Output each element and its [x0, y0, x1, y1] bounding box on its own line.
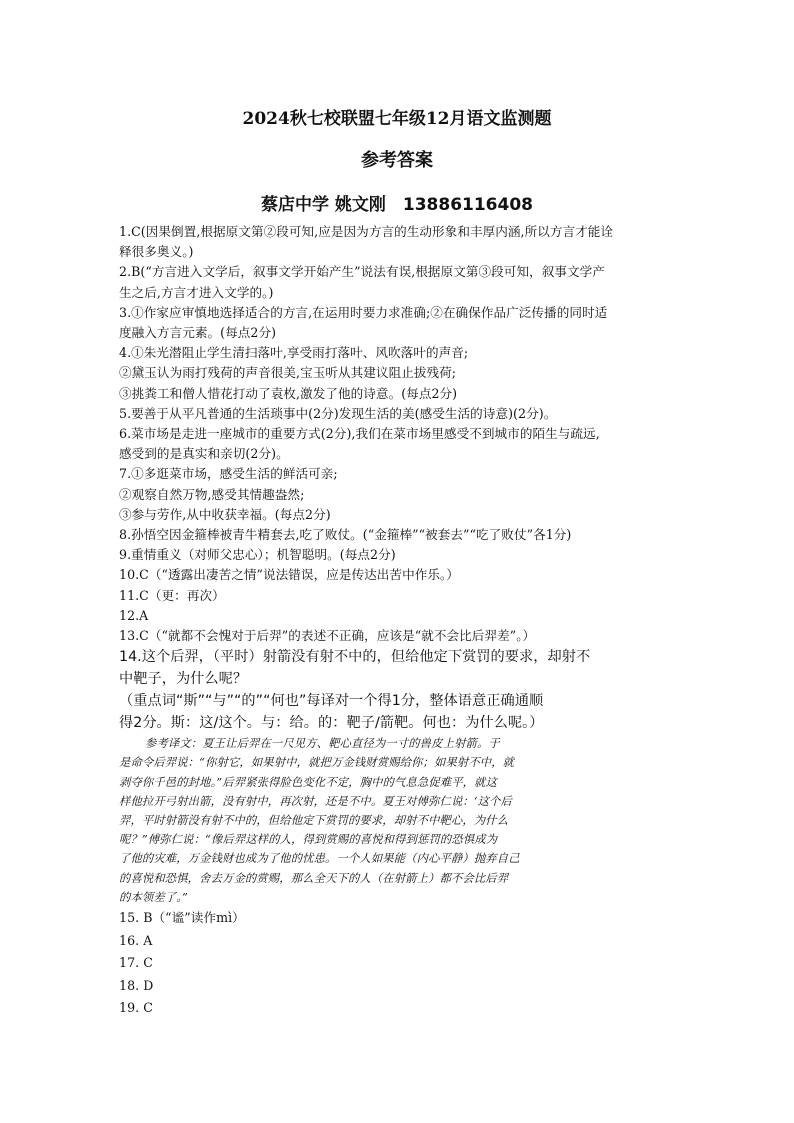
translation-line-1: 参考译文：夏王让后羿在一尺见方、靶心直径为一寸的兽皮上射箭。于: [145, 737, 500, 751]
translation-line-3: 剥夺你千邑的封地。”后羿紧张得脸色变化不定，胸中的气息急促难平，就这: [119, 775, 498, 789]
translation-line-8: 的喜悦和恐惧，舍去万金的赏赐，那么全天下的人（在射箭上）都不会比后羿: [119, 871, 509, 885]
translation-line-5: 羿，平时射箭没有射不中的，但给他定下赏罚的要求，却射不中靶心，为什么: [119, 814, 509, 828]
answer-15: 15. B（“谧”读作mì）: [119, 910, 245, 926]
answer-2-line-2: 生之后,方言才进入文学的。): [119, 284, 274, 300]
answer-3-line-1: 3.①作家应审慎地选择适合的方言,在运用时要力求准确;②在确保作品广泛传播的同时适: [119, 304, 608, 320]
answer-9: 9.重情重义（对师父忠心）；机智聪明。(每点2分): [119, 547, 396, 563]
answer-1-line-1: 1.C(因果倒置,根据原文第②段可知,应是因为方言的生动形象和丰厚内涵,所以方言才能诠: [119, 224, 614, 239]
answer-17: 17. C: [119, 955, 153, 971]
answer-14-line-3: （重点词“斯”“与”“的”“何也”每译对一个得1分，整体语意正确通顺: [119, 693, 544, 710]
answer-7-line-3: ③参与劳作,从中收获幸福。(每点2分): [119, 506, 331, 522]
answer-body: [119, 222, 679, 1020]
answer-18: 18. D: [119, 977, 154, 993]
answer-11: 11.C（更：再次）: [119, 587, 225, 603]
answer-5: 5.要善于从平凡普通的生活琐事中(2分)发现生活的美(感受生活的诗意)(2分)。: [119, 405, 557, 421]
translation-line-2: 是命令后羿说：“你射它，如果射中，就把万金钱财赏赐给你；如果射不中，就: [119, 756, 515, 770]
answer-4-line-3: ③挑粪工和僧人惜花打动了袁枚,激发了他的诗意。(每点2分): [119, 385, 458, 401]
answer-14-line-2: 中靶子，为什么呢？: [119, 671, 248, 688]
answer-6-line-1: 6.菜市场是走进一座城市的重要方式(2分),我们在菜市场里感受不到城市的陌生与疏远,: [119, 426, 600, 442]
author-line: 蔡店中学 姚文刚 13886116408: [260, 195, 534, 215]
page-subtitle: 参考答案: [361, 150, 433, 171]
translation-line-4: 样他拉开弓射出箭，没有射中，再次射，还是不中。夏王对傅弥仁说：‘这个后: [119, 794, 512, 808]
answer-14-line-4: 得2分。斯：这/这个。与：给。的：靶子/箭靶。何也：为什么呢。）: [119, 715, 544, 732]
answer-19: 19. C: [119, 1000, 153, 1016]
answer-13: 13.C（“就都不会愧对于后羿”的表述不正确，应该是“就不会比后羿差”。）: [119, 628, 536, 644]
answer-6-line-2: 感受到的是真实和亲切(2分)。: [119, 446, 289, 462]
translation-line-9: 的本领差了。”: [119, 890, 188, 904]
answer-3-line-2: 度融入方言元素。(每点2分): [119, 325, 277, 341]
answer-4-line-2: ②黛玉认为雨打残荷的声音很美,宝玉听从其建议阻止拔残荷;: [119, 365, 457, 381]
answer-8: 8.孙悟空因金箍棒被青牛精套去,吃了败仗。(“金箍棒”“被套去”“吃了败仗”各1分): [119, 527, 572, 543]
answer-7-line-1: 7.①多逛菜市场，感受生活的鲜活可亲;: [119, 466, 338, 482]
translation-line-7: 了他的灾难，万金钱财也成为了他的忧患。一个人如果能（内心平静）抛弃自己: [119, 852, 520, 866]
answer-1-line-2: 释很多奥义。): [119, 244, 194, 260]
answer-4-line-1: 4.①朱光潜阻止学生清扫落叶,享受雨打落叶、风吹落叶的声音;: [119, 345, 469, 361]
answer-16: 16. A: [119, 932, 153, 948]
answer-10: 10.C（“透露出凄苦之情”说法错误，应是传达出苦中作乐。）: [119, 567, 459, 583]
answer-7-line-2: ②观察自然万物,感受其情趣盎然;: [119, 486, 305, 502]
page-title: 2024秋七校联盟七年级12月语文监测题: [242, 109, 552, 129]
answer-2-line-1: 2.B(“方言进入文学后，叙事文学开始产生”说法有误,根据原文第③段可知，叙事文学产: [119, 264, 605, 280]
translation-line-6: 呢？”傅弥仁说：“像后羿这样的人，得到赏赐的喜悦和得到惩罚的恐惧成为: [119, 833, 498, 847]
answer-12: 12.A: [119, 607, 149, 623]
answer-14-line-1: 14.这个后羿，（平时）射箭没有射不中的，但给他定下赏罚的要求，却射不: [119, 649, 591, 666]
